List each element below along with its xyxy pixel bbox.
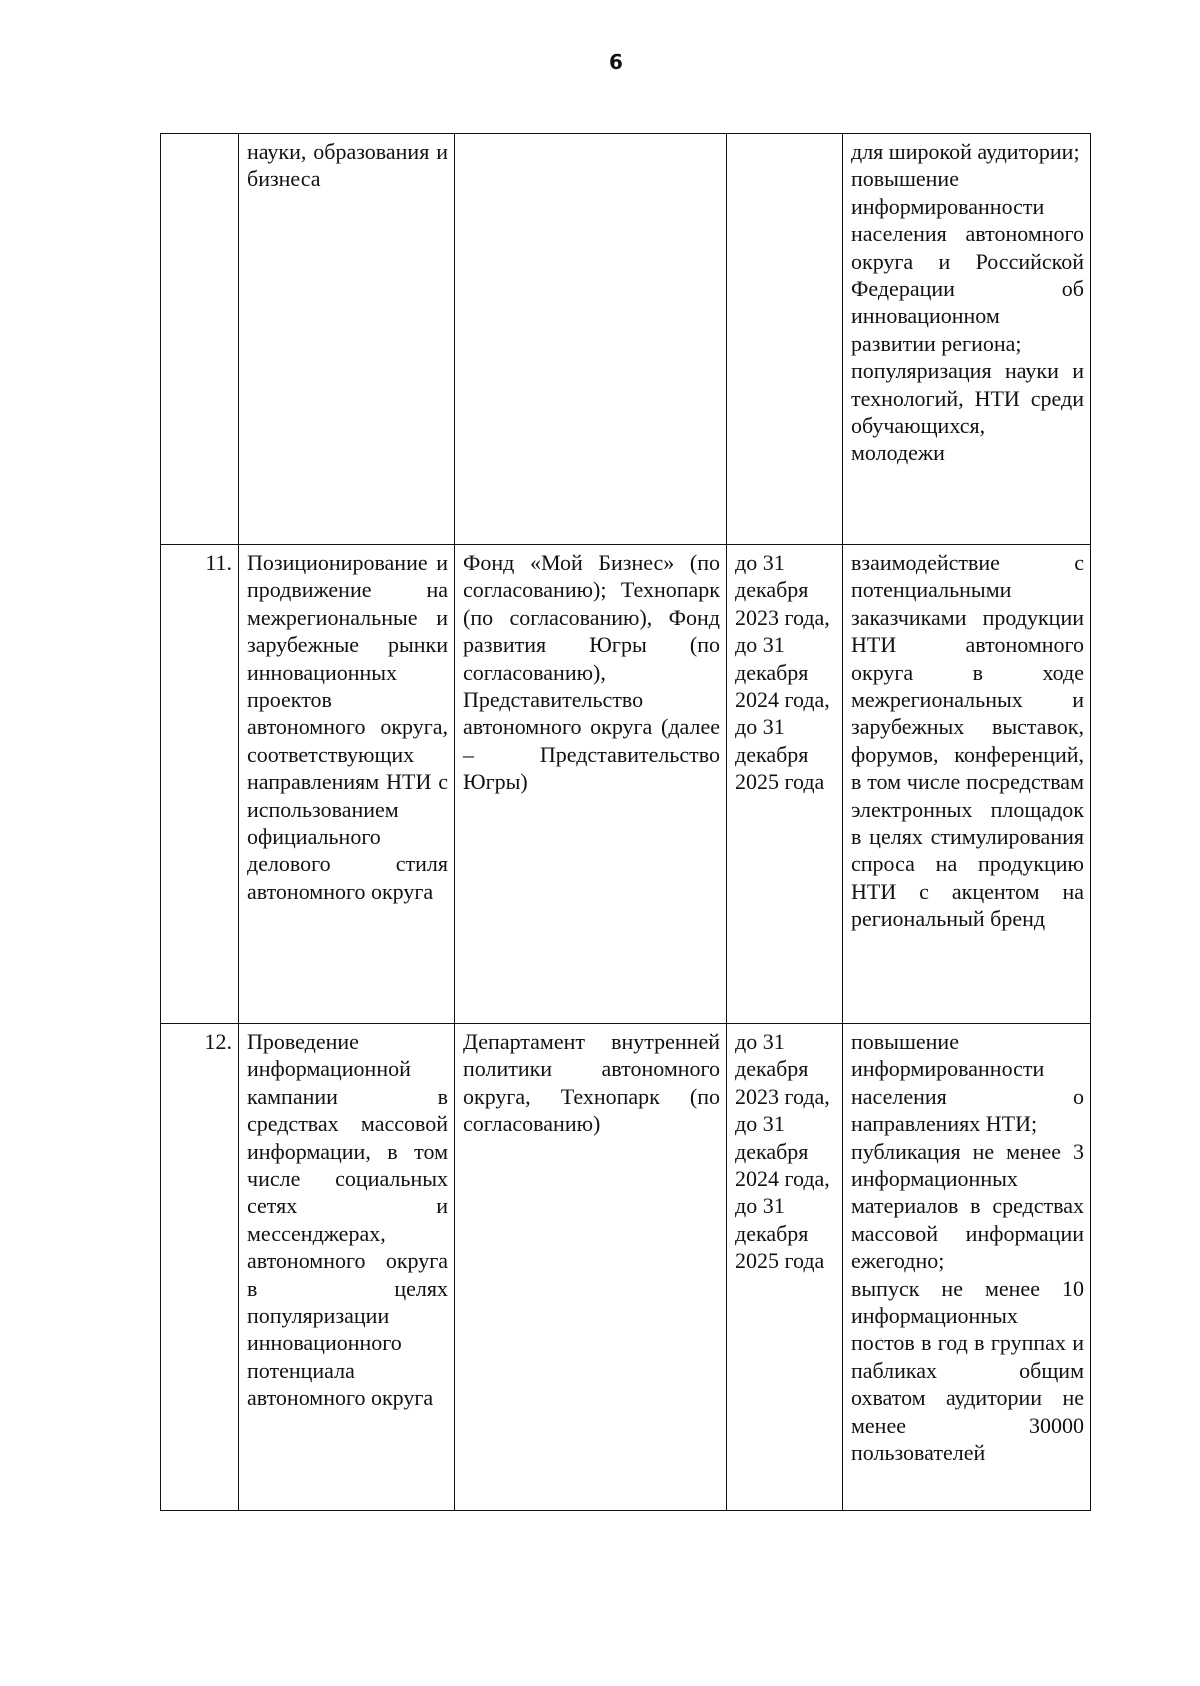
measure-cell: науки, образования и бизнеса [239, 134, 455, 545]
table-row [161, 545, 1091, 1024]
deadline-cell [727, 545, 843, 1024]
deadline-line: до 31 декабря 2023 года, [735, 550, 830, 630]
row-number-cell [161, 134, 239, 545]
result-line: публикация не менее 3 информационных материалов в средствах массовой информации ежегодно; [851, 1138, 1084, 1274]
result-line: повышение информированности населения о направлениях НТИ; [851, 1029, 1084, 1137]
result-line: для широкой аудитории; [851, 139, 1080, 164]
deadline-line: до 31 декабря 2024 года, [735, 1111, 830, 1192]
measure-cell: Позиционирование и продвижение на межрегиональные и зарубежные рынки инновационных проектов автономного округа, соответствующих направлениям НТИ с использованием официального делового стиля автономного округа [239, 545, 455, 1024]
result-line: выпуск не менее 10 информационных постов в год в группах и пабликах общим охватом аудитории не менее 30000 пользователей [851, 1275, 1084, 1466]
deadline-line: до 31 декабря 2023 года, [735, 1029, 830, 1109]
result-cell [843, 1024, 1091, 1511]
deadline-line: до 31 декабря 2025 года [735, 1193, 825, 1274]
result-cell [843, 134, 1091, 545]
measure-cell: Проведение информационной кампании в средствах массовой информации, в том числе социальных сетях и мессенджерах, автономного округа в целях популяризации инновационного потенциала автономного округа [239, 1024, 455, 1511]
deadline-line: до 31 декабря 2025 года [735, 714, 825, 795]
table-row [161, 1024, 1091, 1511]
deadline-cell [727, 1024, 843, 1511]
result-line: повышение информированности населения автономного округа и Российской Федерации об инновационном развитии региона; [851, 166, 1084, 356]
deadline-cell [727, 134, 843, 545]
responsible-cell: Департамент внутренней политики автономного округа, Технопарк (по согласованию) [455, 1024, 727, 1511]
result-cell: взаимодействие с потенциальными заказчиками продукции НТИ автономного округа в ходе межрегиональных и зарубежных выставок, форумов, конференций, в том числе посредствам электронных площадок в целях стимулирования спроса на продукцию НТИ с акцентом на региональный бренд [843, 545, 1091, 1024]
row-number-cell: 12. [161, 1024, 239, 1511]
table-row-continuation [161, 134, 1091, 545]
page-number: 6 [609, 50, 623, 74]
measures-table [160, 133, 1091, 1511]
result-line: популяризация науки и технологий, НТИ среди обучающихся, молодежи [851, 358, 1084, 466]
responsible-cell: Фонд «Мой Бизнес» (по согласованию); Технопарк (по согласованию), Фонд развития Югры (по согласованию), Представительство автономного округа (далее – Представительство Югры) [455, 545, 727, 1024]
row-number-cell: 11. [161, 545, 239, 1024]
deadline-line: до 31 декабря 2024 года, [735, 632, 830, 713]
responsible-cell [455, 134, 727, 545]
